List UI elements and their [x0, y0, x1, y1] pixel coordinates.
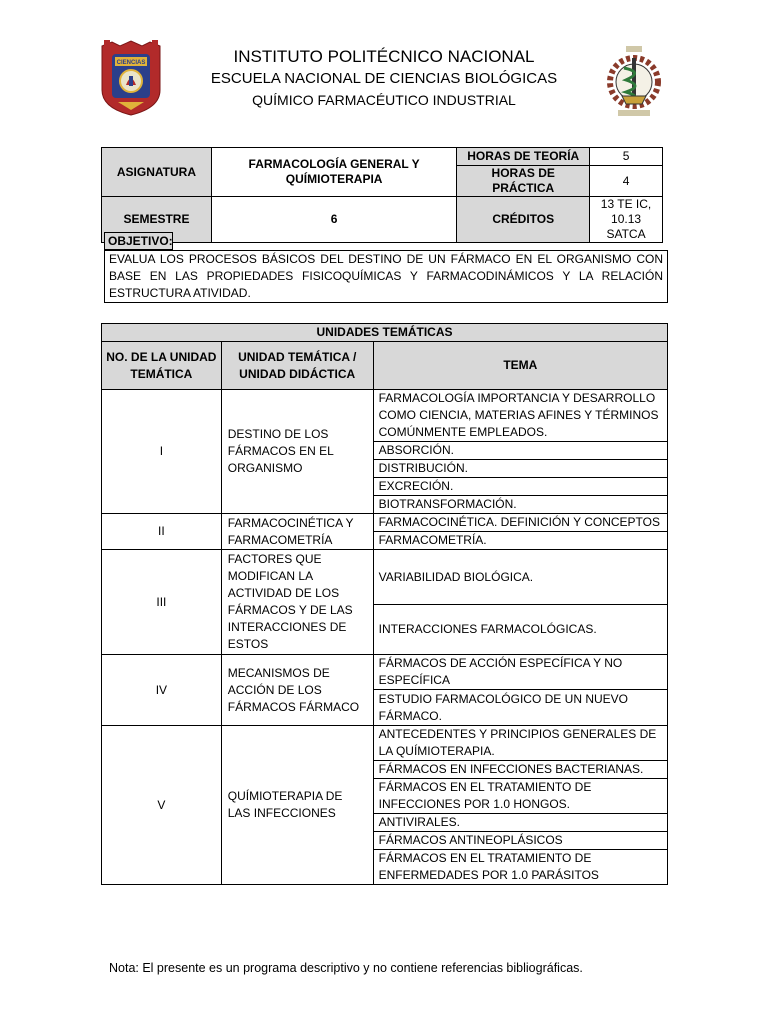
tema-cell: FÁRMACOS ANTINEOPLÁSICOS — [373, 832, 667, 850]
units-title: UNIDADES TEMÁTICAS — [102, 324, 668, 342]
semestre-label: SEMESTRE — [102, 197, 212, 243]
objetivo-text: EVALUA LOS PROCESOS BÁSICOS DEL DESTINO DE UN FÁRMACO EN EL ORGANISMO CON BASE EN LAS PROPIEDADES FISICOQUÍMICAS Y FARMACODINÁMICOS Y LA RELACIÓN ESTRUCTURA ATIVIDAD. — [104, 250, 668, 303]
school-title: ESCUELA NACIONAL DE CIENCIAS BIOLÓGICAS — [210, 70, 558, 87]
unit-name: FARMACOCINÉTICA Y FARMACOMETRÍA — [221, 514, 373, 550]
program-title: QUÍMICO FARMACÉUTICO INDUSTRIAL — [252, 92, 516, 108]
tema-cell: EXCRECIÓN. — [373, 478, 667, 496]
horas-teoria-label: HORAS DE TEORÍA — [457, 148, 590, 166]
table-row — [102, 726, 668, 761]
tema-cell: INTERACCIONES FARMACOLÓGICAS. — [373, 605, 667, 655]
semestre-value: 6 — [211, 197, 456, 243]
tema-cell: BIOTRANSFORMACIÓN. — [373, 496, 667, 514]
creditos-satca: 10.13 SATCA — [606, 212, 646, 241]
unit-name: QUÍMIOTERAPIA DE LAS INFECCIONES — [221, 726, 373, 885]
unit-number: V — [102, 726, 222, 885]
tema-cell: FARMACOCINÉTICA. DEFINICIÓN Y CONCEPTOS — [373, 514, 667, 532]
creditos-value — [590, 197, 663, 243]
header-titles — [180, 46, 588, 111]
objetivo-label: OBJETIVO: — [104, 232, 173, 250]
tema-cell: ABSORCIÓN. — [373, 442, 667, 460]
document-header — [0, 38, 768, 128]
creditos-label: CRÉDITOS — [457, 197, 590, 243]
tema-cell: ANTECEDENTES Y PRINCIPIOS GENERALES DE LA QUÍMIOTERAPIA. — [373, 726, 667, 761]
footnote: Nota: El presente es un programa descriptivo y no contiene referencias bibliográficas. — [109, 961, 583, 975]
unit-number: I — [102, 390, 222, 514]
tema-cell: DISTRIBUCIÓN. — [373, 460, 667, 478]
units-table — [101, 323, 668, 885]
encb-logo-icon — [98, 40, 164, 116]
tema-cell: FÁRMACOS EN EL TRATAMIENTO DE INFECCIONES POR 1.0 HONGOS. — [373, 779, 667, 814]
tema-cell: VARIABILIDAD BIOLÓGICA. — [373, 550, 667, 605]
unit-name: FACTORES QUE MODIFICAN LA ACTIVIDAD DE LOS FÁRMACOS Y DE LAS INTERACCIONES DE ESTOS — [221, 550, 373, 655]
horas-teoria-value: 5 — [590, 148, 663, 166]
subject-info-table — [101, 147, 663, 243]
table-row — [102, 550, 668, 605]
asignatura-value: FARMACOLOGÍA GENERAL Y QUÍMIOTERAPIA — [211, 148, 456, 197]
table-row — [102, 655, 668, 690]
col-header-unidad: UNIDAD TEMÁTICA / UNIDAD DIDÁCTICA — [221, 342, 373, 390]
unit-number: II — [102, 514, 222, 550]
unit-number: IV — [102, 655, 222, 726]
tema-cell: FÁRMACOS DE ACCIÓN ESPECÍFICA Y NO ESPECÍFICA — [373, 655, 667, 690]
creditos-te: 13 TE IC, — [600, 197, 652, 211]
table-row — [102, 514, 668, 532]
unit-number: III — [102, 550, 222, 655]
col-header-no: NO. DE LA UNIDAD TEMÁTICA — [102, 342, 222, 390]
tema-cell: FARMACOMETRÍA. — [373, 532, 667, 550]
horas-practica-value: 4 — [590, 166, 663, 197]
unit-name: DESTINO DE LOS FÁRMACOS EN EL ORGANISMO — [221, 390, 373, 514]
tema-cell: ANTIVIRALES. — [373, 814, 667, 832]
asignatura-label: ASIGNATURA — [102, 148, 212, 197]
tema-cell: FÁRMACOS EN EL TRATAMIENTO DE ENFERMEDADES POR 1.0 PARÁSITOS — [373, 850, 667, 885]
table-row — [102, 390, 668, 442]
tema-cell: FÁRMACOS EN INFECCIONES BACTERIANAS. — [373, 761, 667, 779]
svg-text:CIENCIAS: CIENCIAS — [116, 60, 146, 66]
institution-title: INSTITUTO POLITÉCNICO NACIONAL — [233, 47, 535, 66]
horas-practica-label: HORAS DE PRÁCTICA — [457, 166, 590, 197]
qfi-logo-icon — [604, 44, 664, 124]
tema-cell: ESTUDIO FARMACOLÓGICO DE UN NUEVO FÁRMACO. — [373, 690, 667, 726]
tema-cell: FARMACOLOGÍA IMPORTANCIA Y DESARROLLO COMO CIENCIA, MATERIAS AFINES Y TÉRMINOS COMÚNMENTE EMPLEADOS. — [373, 390, 667, 442]
col-header-tema: TEMA — [373, 342, 667, 390]
unit-name: MECANISMOS DE ACCIÓN DE LOS FÁRMACOS FÁRMACO — [221, 655, 373, 726]
